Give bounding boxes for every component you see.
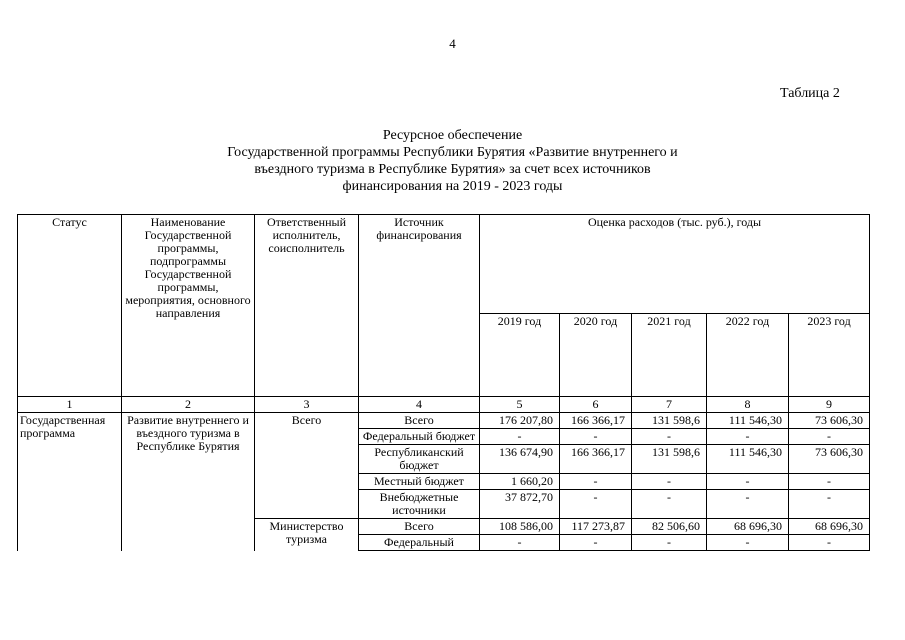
header-year: 2020 год	[560, 314, 632, 397]
value-cell: 68 696,30	[789, 519, 870, 535]
header-source: Источник финансирования	[359, 215, 480, 397]
value-cell: -	[560, 474, 632, 490]
program-status: Государственная программа	[18, 413, 122, 551]
value-cell: 166 366,17	[560, 413, 632, 429]
value-cell: -	[707, 474, 789, 490]
value-cell: -	[789, 429, 870, 445]
value-cell: -	[560, 429, 632, 445]
value-cell: -	[707, 535, 789, 551]
value-cell: 131 598,6	[632, 413, 707, 429]
title-line: Ресурсное обеспечение	[382, 128, 523, 143]
title-line: финансирования на 2019 - 2023 годы	[342, 179, 563, 194]
value-cell: -	[789, 535, 870, 551]
document-title	[150, 127, 755, 195]
resource-table	[17, 214, 870, 551]
value-cell: 68 696,30	[707, 519, 789, 535]
source-cell: Федеральный	[359, 535, 480, 551]
column-number: 5	[480, 397, 560, 413]
table-row	[18, 413, 870, 429]
value-cell: -	[707, 429, 789, 445]
header-year: 2023 год	[789, 314, 870, 397]
value-cell: 82 506,60	[632, 519, 707, 535]
source-cell: Всего	[359, 519, 480, 535]
value-cell: 176 207,80	[480, 413, 560, 429]
page-number: 4	[449, 36, 456, 51]
executor-cell: Министерство туризма	[255, 519, 359, 551]
executor-cell: Всего	[255, 413, 359, 519]
header-executor: Ответственный исполнитель, соисполнитель	[255, 215, 359, 397]
value-cell: 117 273,87	[560, 519, 632, 535]
value-cell: -	[789, 474, 870, 490]
header-status: Статус	[18, 215, 122, 397]
value-cell: 111 546,30	[707, 413, 789, 429]
header-name: Наименование Государственной программы, подпрограммы Государственной программы, мероприятия, основного направления	[122, 215, 255, 397]
value-cell: -	[707, 490, 789, 519]
header-row	[18, 215, 870, 314]
source-cell: Местный бюджет	[359, 474, 480, 490]
value-cell: 73 606,30	[789, 445, 870, 474]
column-number-row	[18, 397, 870, 413]
value-cell: 108 586,00	[480, 519, 560, 535]
source-cell: Республиканский бюджет	[359, 445, 480, 474]
value-cell: 111 546,30	[707, 445, 789, 474]
value-cell: -	[632, 429, 707, 445]
value-cell: 136 674,90	[480, 445, 560, 474]
column-number: 1	[18, 397, 122, 413]
value-cell: -	[789, 490, 870, 519]
column-number: 7	[632, 397, 707, 413]
source-cell: Внебюджетные источники	[359, 490, 480, 519]
value-cell: -	[560, 490, 632, 519]
column-number: 4	[359, 397, 480, 413]
value-cell: 1 660,20	[480, 474, 560, 490]
value-cell: -	[632, 474, 707, 490]
header-year: 2019 год	[480, 314, 560, 397]
value-cell: 37 872,70	[480, 490, 560, 519]
header-year: 2021 год	[632, 314, 707, 397]
value-cell: -	[632, 535, 707, 551]
value-cell: -	[560, 535, 632, 551]
value-cell: -	[480, 429, 560, 445]
title-line: въездного туризма в Республике Бурятия» за счет всех источников	[254, 162, 651, 177]
source-cell: Всего	[359, 413, 480, 429]
source-cell: Федеральный бюджет	[359, 429, 480, 445]
column-number: 9	[789, 397, 870, 413]
value-cell: 131 598,6	[632, 445, 707, 474]
value-cell: -	[480, 535, 560, 551]
header-year: 2022 год	[707, 314, 789, 397]
program-name: Развитие внутреннего и въездного туризма в Республике Бурятия	[122, 413, 255, 551]
column-number: 6	[560, 397, 632, 413]
table-label: Таблица 2	[780, 86, 840, 101]
value-cell: -	[632, 490, 707, 519]
value-cell: 73 606,30	[789, 413, 870, 429]
title-line: Государственной программы Республики Бурятия «Развитие внутреннего и	[227, 145, 678, 160]
column-number: 8	[707, 397, 789, 413]
value-cell: 166 366,17	[560, 445, 632, 474]
column-number: 2	[122, 397, 255, 413]
column-number: 3	[255, 397, 359, 413]
header-estimate: Оценка расходов (тыс. руб.), годы	[480, 215, 870, 314]
